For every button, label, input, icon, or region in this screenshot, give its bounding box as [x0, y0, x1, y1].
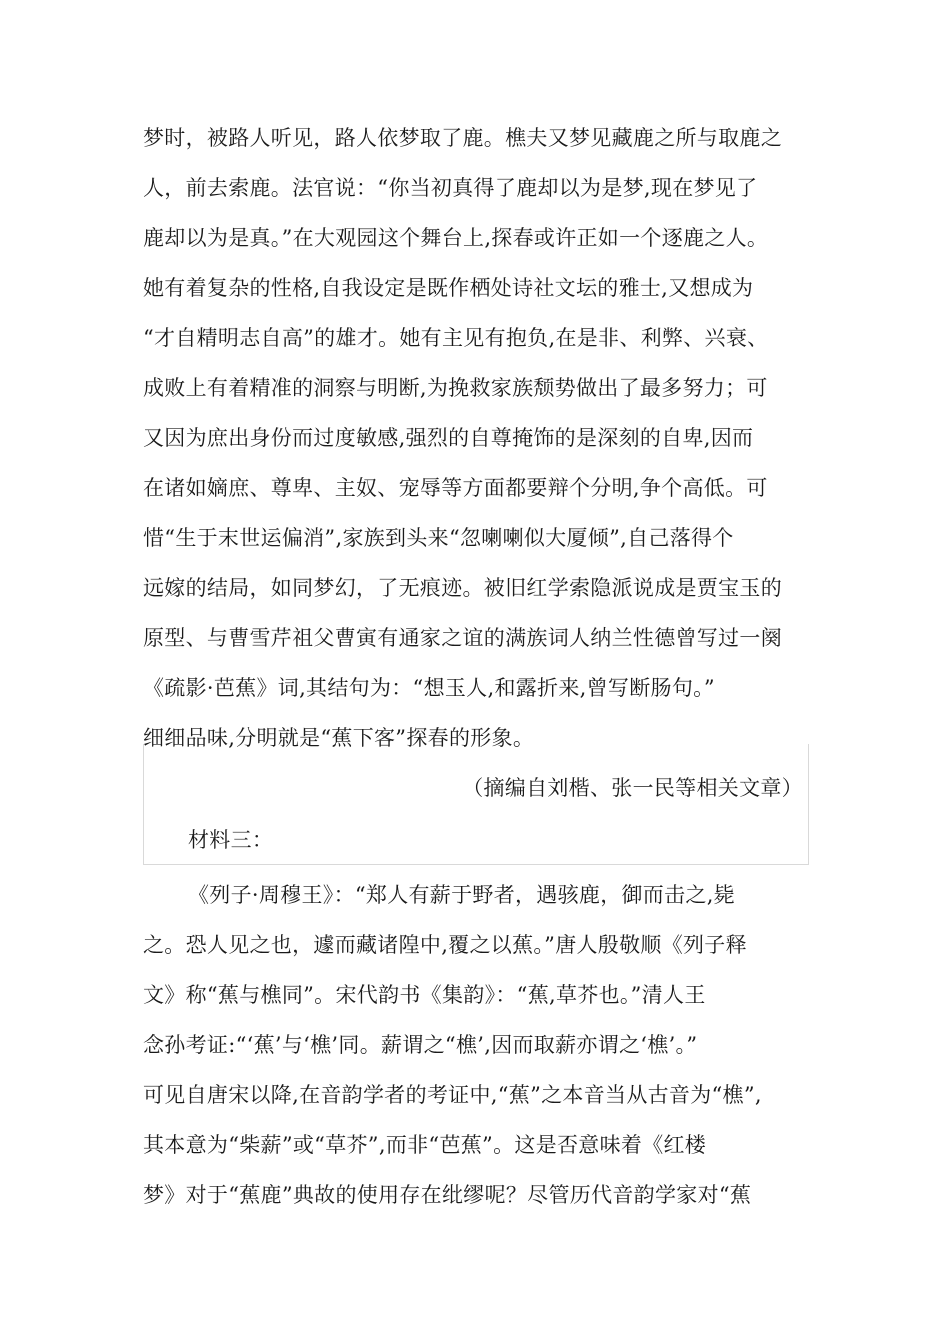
text-line: 她有着复杂的性格,自我设定是既作栖处诗社文坛的雅士,又想成为	[143, 276, 754, 300]
section-heading: 材料三：	[188, 828, 274, 852]
text-line: 梦时，被路人听见，路人依梦取了鹿。樵夫又梦见藏鹿之所与取鹿之	[143, 126, 782, 150]
text-line: 远嫁的结局，如同梦幻，了无痕迹。被旧红学索隐派说成是贾宝玉的	[143, 576, 782, 600]
text-line: 梦》对于“蕉鹿”典故的使用存在纰缪呢？尽管历代音韵学家对“蕉	[143, 1183, 752, 1207]
text-line: 惜“生于末世运偏消”,家族到头来“忽喇喇似大厦倾”,自己落得个	[143, 526, 734, 550]
text-line: 又因为庶出身份而过度敏感,强烈的自尊掩饰的是深刻的自卑,因而	[143, 426, 754, 450]
source-note: （摘编自刘楷、张一民等相关文章）	[462, 776, 803, 800]
text-line: 鹿却以为是真。”在大观园这个舞台上,探春或许正如一个逐鹿之人。	[143, 226, 769, 250]
text-line: 念孙考证:“‘蕉’与‘樵’同。薪谓之“樵’,因而取薪亦谓之‘樵’。”	[143, 1033, 698, 1057]
text-line: 原型、与曹雪芹祖父曹寅有通家之谊的满族词人纳兰性德曾写过一阕	[143, 626, 782, 650]
text-line: 人，前去索鹿。法官说：“你当初真得了鹿却以为是梦,现在梦见了	[143, 176, 758, 200]
text-line: 在诸如嫡庶、尊卑、主奴、宠辱等方面都要辩个分明,争个高低。可	[143, 476, 768, 500]
text-line: 《列子·周穆王》：“郑人有薪于野者，遇骇鹿，御而击之,毙	[188, 883, 735, 907]
text-line: 细细品味,分明就是“蕉下客”探春的形象。	[143, 726, 535, 750]
text-line: 之。恐人见之也，遽而藏诸隍中,覆之以蕉。”唐人殷敬顺《列子释	[143, 933, 747, 957]
text-line: “才自精明志自高”的雄才。她有主见有抱负,在是非、利弊、兴衰、	[143, 326, 769, 350]
text-line: 文》称“蕉与樵同”。宋代韵书《集韵》：“蕉,草芥也。”清人王	[143, 983, 706, 1007]
text-line: 其本意为“柴薪”或“草芥”,而非“芭蕉”。这是否意味着《红楼	[143, 1133, 707, 1157]
text-line: 成败上有着精准的洞察与明断,为挽救家族颓势做出了最多努力；可	[143, 376, 768, 400]
text-line: 《疏影·芭蕉》词,其结句为：“想玉人,和露折来,曾写断肠句。”	[143, 676, 715, 700]
text-line: 可见自唐宋以降,在音韵学者的考证中,“蕉”之本音当从古音为“樵”,	[143, 1083, 762, 1107]
